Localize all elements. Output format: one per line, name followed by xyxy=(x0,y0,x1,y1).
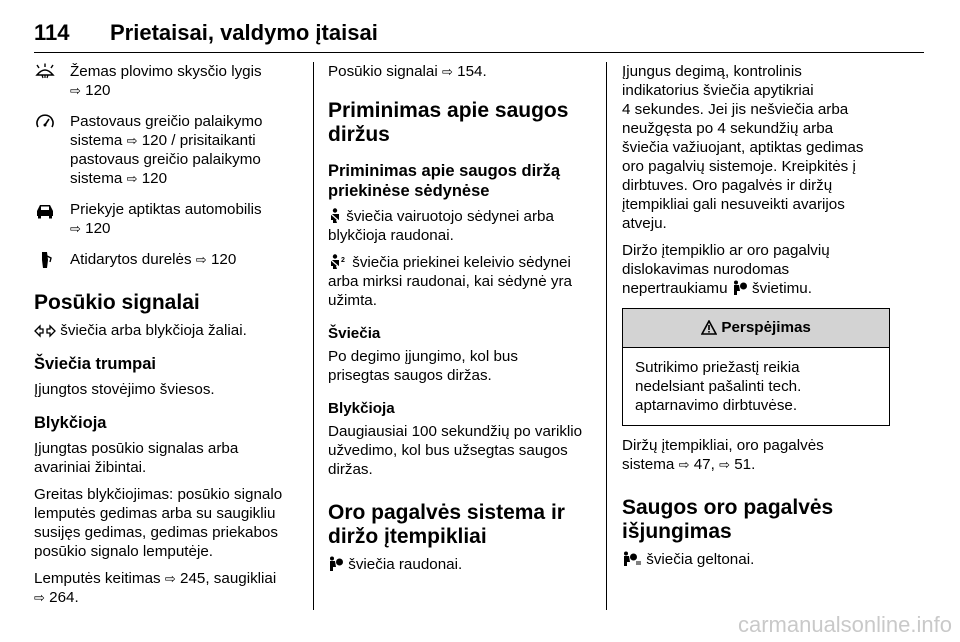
list-item: Pastovaus greičio palaikymo sistema ⇨ 120 / prisitaikanti pastovaus greičio palaikymo sistema ⇨ 120 xyxy=(34,112,300,188)
paragraph: šviečia geltonai. xyxy=(622,550,890,569)
subheading: Šviečia xyxy=(328,325,381,342)
paragraph: Diržų įtempikliai, oro pagalvės sistema ⇨ 47, ⇨ 51. xyxy=(622,437,824,473)
page-ref: 47, xyxy=(693,456,715,473)
turn-signal-icon xyxy=(34,324,56,338)
door-open-icon xyxy=(34,251,56,269)
list-item: Priekyje aptiktas automobilis ⇨ 120 xyxy=(34,200,300,238)
page-number: 114 xyxy=(34,20,70,45)
page-ref: 264. xyxy=(49,589,79,606)
paragraph: šviečia vairuotojo sėdynei arba blykčioja raudonai. xyxy=(328,208,554,244)
airbag-off-icon xyxy=(622,551,642,567)
vehicle-ahead-icon xyxy=(34,201,56,219)
airbag-icon xyxy=(328,556,344,572)
page-ref: 120 xyxy=(85,220,111,237)
item-text: Atidarytos durelės xyxy=(70,251,192,268)
paragraph: Įjungus degimą, kontrolinis indikatorius šviečia apytikriai 4 sekundes. Jei jis nešviečia arba neužgęsta po 4 sekundžių arba šviečia važiuojant, aptiktas gedimas oro pagalvių sistemoje. Kreipkitės į dirbtuves. Oro pagalvės ir diržų įtempikliai gali nesuveikti avarijos atveju. xyxy=(622,63,864,232)
warning-header xyxy=(623,309,889,348)
seatbelt-passenger-icon xyxy=(328,254,348,270)
paragraph: šviečia raudonai. xyxy=(328,555,596,574)
warning-box xyxy=(622,308,890,426)
page-ref: 120 / prisitaikanti xyxy=(141,132,256,149)
paragraph: Po degimo įjungimo, kol bus prisegtas saugos diržas. xyxy=(328,348,518,384)
section-heading: Priminimas apie saugos diržus xyxy=(328,99,569,146)
paragraph: Diržo įtempiklio ar oro pagalvių dislokavimas nurodomas nepertraukiamu švietimu. xyxy=(622,242,830,297)
page-ref: 120 xyxy=(210,251,237,268)
subheading: Priminimas apie saugos diržą priekinėse sėdynėse xyxy=(328,162,560,200)
item-text: Pastovaus greičio palaikymo xyxy=(70,113,263,130)
paragraph: Greitas blykčiojimas: posūkio signalo lemputės gedimas arba su saugikliu susijęs gedimas, gedimas priekabos posūkio signalo lemputėje. xyxy=(34,486,283,560)
page-ref: 120 xyxy=(141,170,168,187)
paragraph: Įjungtos stovėjimo šviesos. xyxy=(34,381,215,398)
washer-fluid-icon xyxy=(34,63,56,81)
column-divider-1 xyxy=(313,62,314,610)
page-ref: 245, saugikliai xyxy=(180,570,277,587)
seatbelt-driver-icon xyxy=(328,208,342,224)
warning-body: Sutrikimo priežastį reikia nedelsiant pašalinti tech. aptarnavimo dirbtuvėse. xyxy=(635,359,802,414)
page-ref: 51. xyxy=(734,456,756,473)
page-ref: 120 xyxy=(85,82,111,99)
list-item: Žemas plovimo skysčio lygis ⇨ 120 xyxy=(34,62,300,100)
cruise-control-icon xyxy=(34,113,56,131)
header-rule xyxy=(34,52,924,53)
item-text: Žemas plovimo skysčio lygis xyxy=(70,63,262,80)
paragraph: Daugiausiai 100 sekundžių po variklio užvedimo, kol bus užsegtas saugos diržas. xyxy=(328,423,583,478)
page-header xyxy=(0,0,960,56)
section-heading: Saugos oro pagalvės išjungimas xyxy=(622,496,834,543)
warning-triangle-icon xyxy=(701,320,717,335)
watermark: carmanualsonline.info xyxy=(737,612,952,637)
paragraph: 2 šviečia priekinei keleivio sėdynei arba mirksi raudonai, kai sėdynė yra užimta. xyxy=(328,254,572,309)
subheading: Šviečia trumpai xyxy=(34,355,156,373)
column-divider-2 xyxy=(606,62,607,610)
subheading: Blykčioja xyxy=(328,400,395,417)
paragraph: šviečia arba blykčioja žaliai. xyxy=(34,321,300,340)
section-heading: Oro pagalvės sistema ir diržo įtempikliai xyxy=(328,501,565,548)
section-heading: Posūkio signalai xyxy=(34,291,200,314)
paragraph: Įjungtas posūkio signalas arba avariniai žibintai. xyxy=(34,440,239,476)
airbag-icon xyxy=(732,280,748,296)
item-text: Priekyje aptiktas automobilis xyxy=(70,201,262,218)
svg-text:2: 2 xyxy=(341,257,345,264)
column-3 xyxy=(622,62,890,577)
column-2 xyxy=(328,62,596,582)
list-item: Atidarytos durelės ⇨ 120 xyxy=(34,250,300,269)
subheading: Blykčioja xyxy=(34,414,107,432)
column-1 xyxy=(34,62,300,615)
page-ref: 154. xyxy=(457,63,487,80)
paragraph: Lemputės keitimas ⇨ 245, saugikliai ⇨ 264. xyxy=(34,570,277,606)
paragraph: Posūkio signalai ⇨ 154. xyxy=(328,63,487,80)
page-title: Prietaisai, valdymo įtaisai xyxy=(110,20,378,45)
warning-title: Perspėjimas xyxy=(721,319,811,336)
